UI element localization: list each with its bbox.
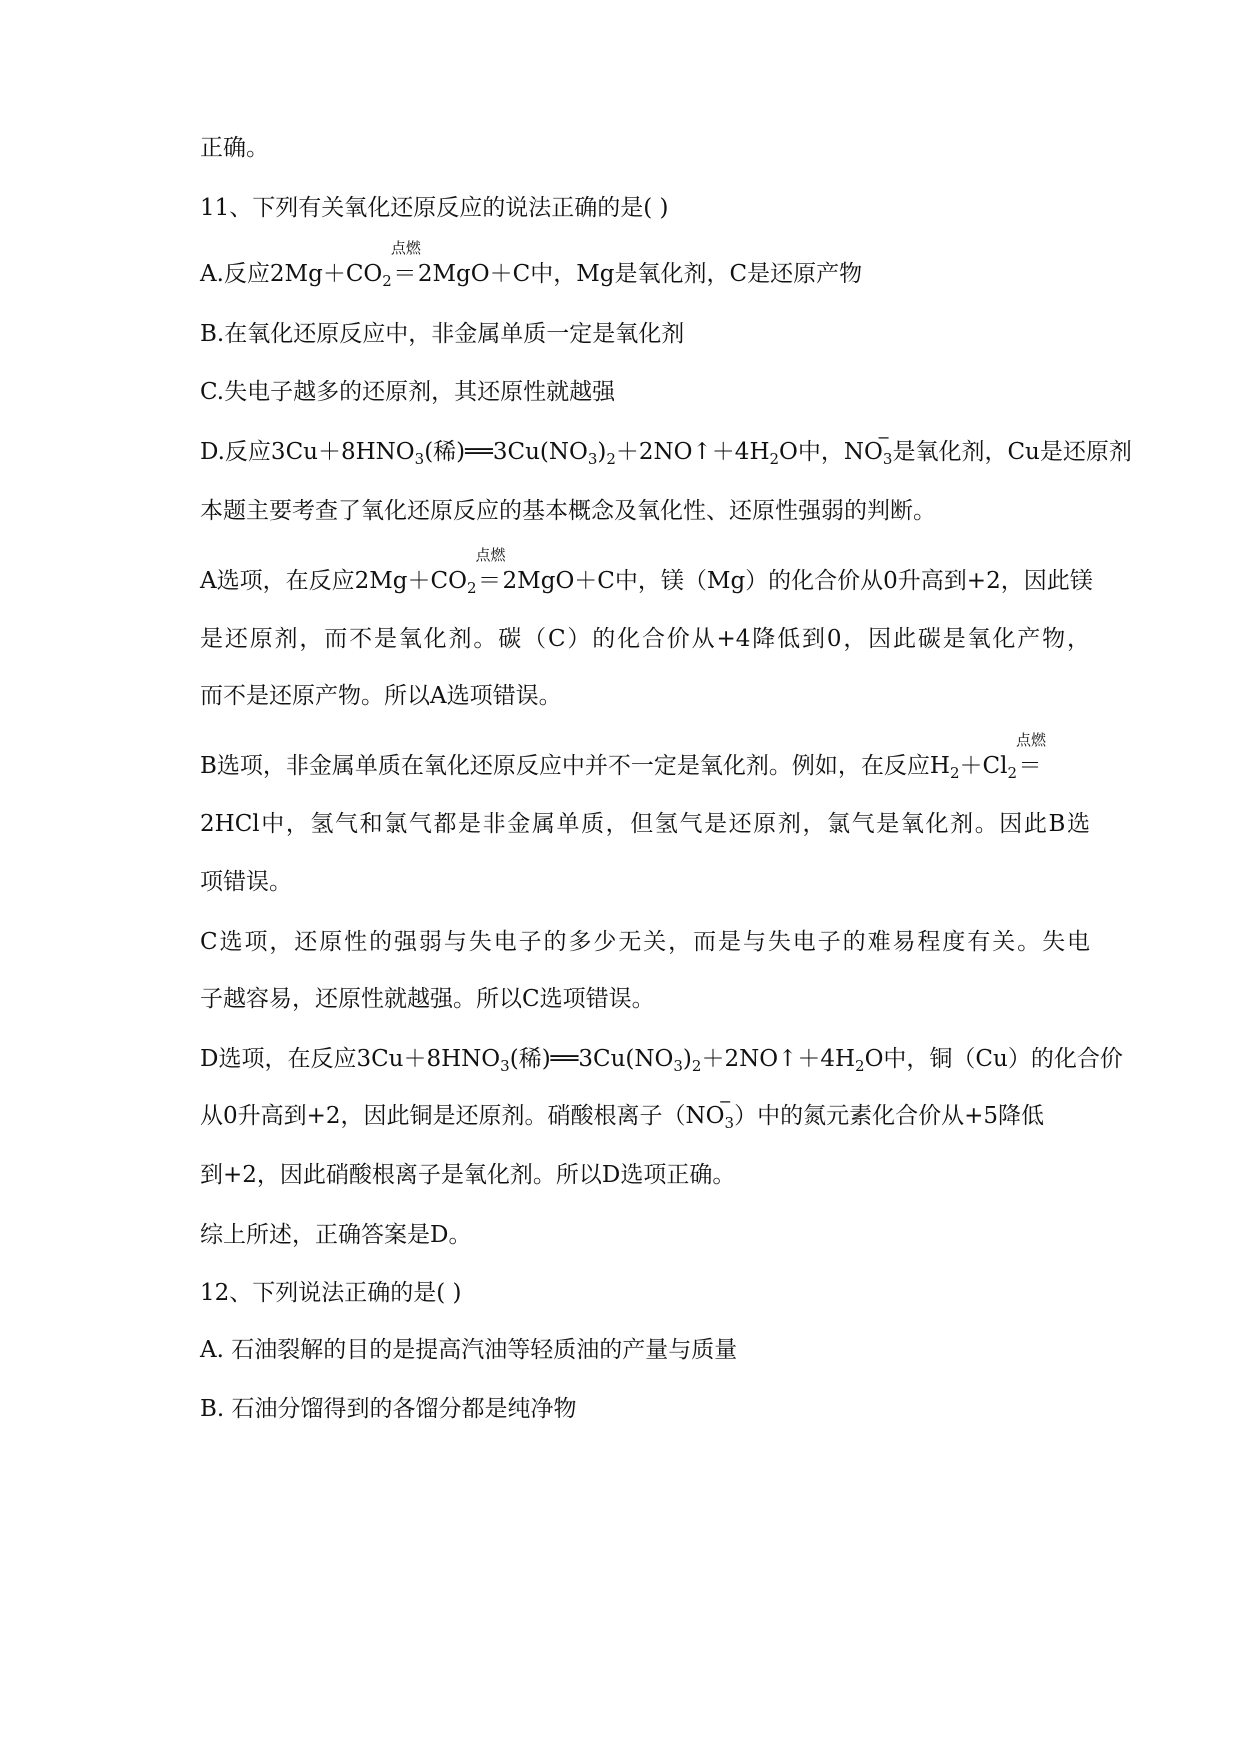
analysis-c-line-2: 子越容易，还原性就越强。所以C选项错误。 <box>200 986 655 1012</box>
question-11-option-c: C.失电子越多的还原剂，其还原性就越强 <box>200 379 616 405</box>
question-12-stem: 12、下列说法正确的是( ) <box>200 1280 462 1306</box>
question-11-option-d: D.反应$3Cu+8HNO_3$(稀)$══3Cu(NO_3)_2+2NO↑+4H_2O$中，$NO_3$ − 是氧化剂，Cu是还原剂 <box>200 428 1132 468</box>
analysis-b-line-3: 项错误。 <box>200 869 292 895</box>
analysis-d-line-1: D选项，在反应$3Cu+8HNO_3$(稀)$══3Cu(NO_3)_2+2NO↑+4H_2O$中，铜（Cu）的化合价 <box>200 1046 1123 1075</box>
reaction-condition-label: 点燃 <box>390 239 421 257</box>
previous-answer-tail: 正确。 <box>200 135 269 161</box>
question-11-option-a: A.反应$2Mg+CO_2$ 点燃 ＝2MgO＋C中，Mg是氧化剂，C是还原产物 <box>200 259 862 289</box>
question-11-stem: 11、下列有关氧化还原反应的说法正确的是( ) <box>200 195 669 221</box>
question-11-option-b: B.在氧化还原反应中，非金属单质一定是氧化剂 <box>200 321 685 347</box>
analysis-summary: 综上所述，正确答案是D。 <box>200 1222 472 1248</box>
analysis-intro: 本题主要考查了氧化还原反应的基本概念及氧化性、还原性强弱的判断。 <box>200 498 936 524</box>
reaction-condition-label: 点燃 <box>1016 731 1047 749</box>
analysis-b-line-1: B选项，非金属单质在氧化还原反应中并不一定是氧化剂。例如，在反应$H_2+Cl_2$ 点燃 ＝ <box>200 751 1043 781</box>
analysis-a-line-2: 是还原剂，而不是氧化剂。碳（C）的化合价从+4降低到0，因此碳是氧化产物， <box>200 626 1090 652</box>
analysis-b-line-2: 2HCl中，氢气和氯气都是非金属单质，但氢气是还原剂，氯气是氧化剂。因此B选 <box>200 811 1090 837</box>
question-12-option-a: A. 石油裂解的目的是提高汽油等轻质油的产量与质量 <box>200 1337 738 1363</box>
analysis-a-line-1: A选项，在反应$2Mg+CO_2$ 点燃 ＝2MgO＋C中，镁（Mg）的化合价从0升高到+2，因此镁 <box>200 566 1093 596</box>
analysis-d-line-2: 从0升高到+2，因此铜是还原剂。硝酸根离子（$NO_3$ − ）中的氮元素化合价从+5降低 <box>200 1092 1044 1132</box>
analysis-a-line-3: 而不是还原产物。所以A选项错误。 <box>200 683 562 709</box>
reaction-condition-label: 点燃 <box>475 546 506 564</box>
analysis-d-line-3: 到+2，因此硝酸根离子是氧化剂。所以D选项正确。 <box>200 1162 736 1188</box>
question-12-option-b: B. 石油分馏得到的各馏分都是纯净物 <box>200 1396 577 1422</box>
analysis-c-line-1: C选项，还原性的强弱与失电子的多少无关，而是与失电子的难易程度有关。失电 <box>200 929 1090 955</box>
